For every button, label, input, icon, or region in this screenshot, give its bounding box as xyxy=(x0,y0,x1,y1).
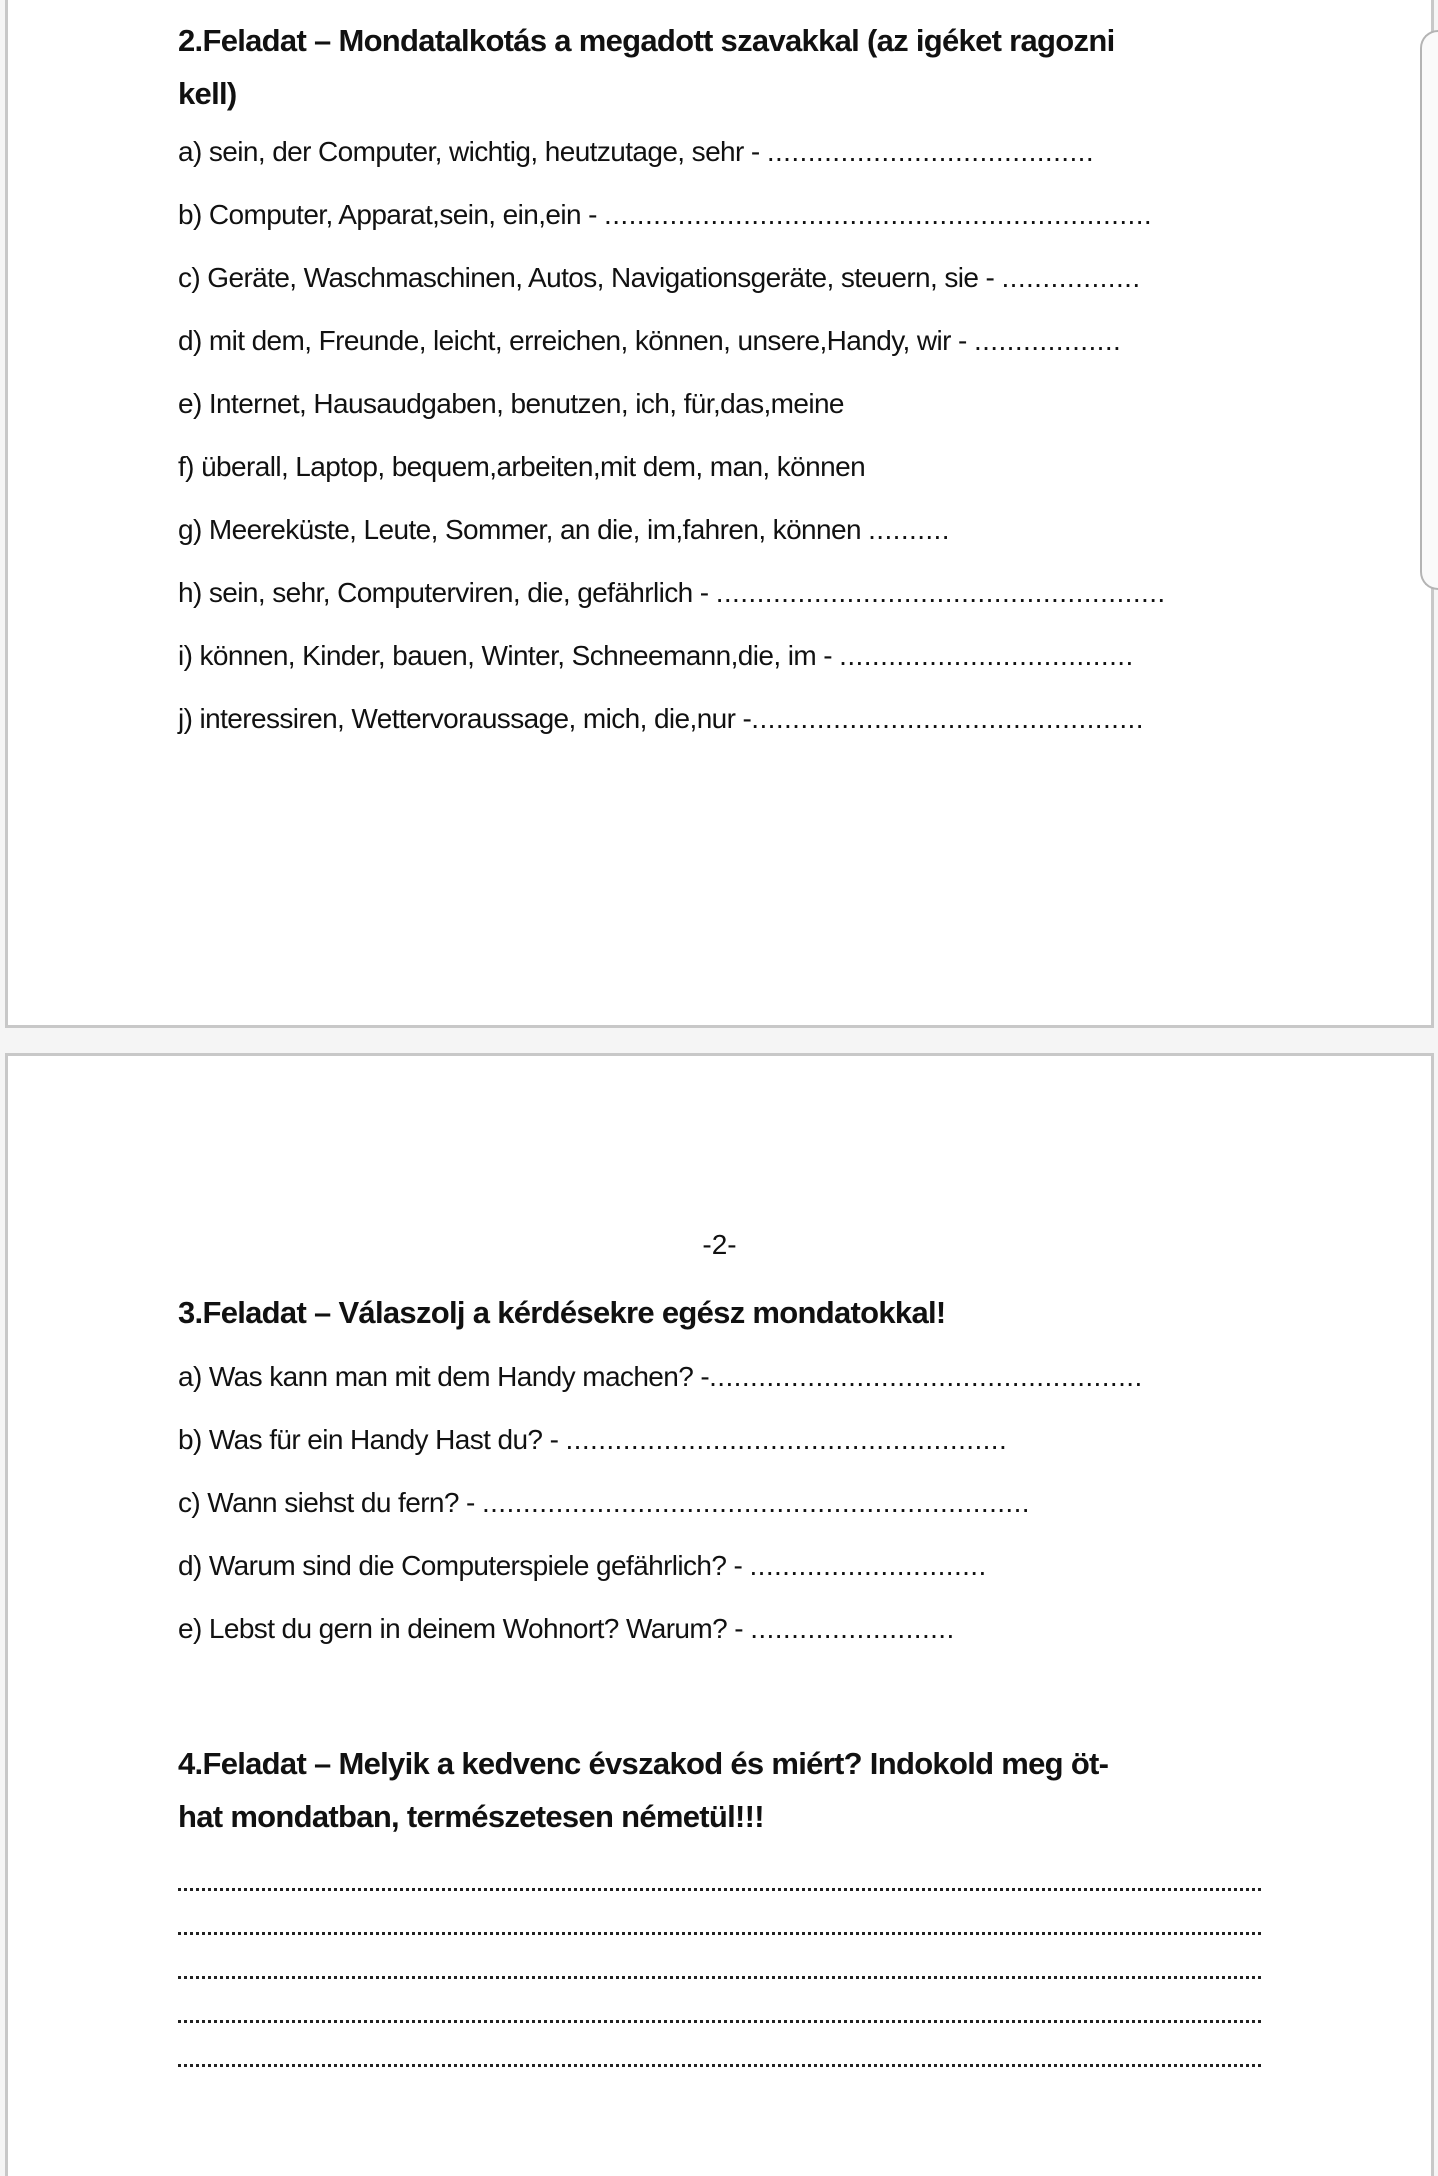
answer-blank[interactable]: ........................................ xyxy=(766,136,1094,167)
answer-line[interactable] xyxy=(178,1976,1261,1979)
scroll-handle[interactable] xyxy=(1420,30,1438,590)
document-page-2 xyxy=(5,1053,1434,2176)
task3-item-text: e) Lebst du gern in deinem Wohnort? Warum? - xyxy=(178,1613,751,1644)
task2-item xyxy=(178,324,1121,358)
task3-item xyxy=(178,1549,987,1583)
task2-item-text: d) mit dem, Freunde, leicht, erreichen, können, unsere,Handy, wir - xyxy=(178,325,974,356)
task3-item-text: d) Warum sind die Computerspiele gefährlich? - xyxy=(178,1550,750,1581)
task2-item-text: h) sein, sehr, Computerviren, die, gefährlich - xyxy=(178,577,716,608)
task2-item-text: f) überall, Laptop, bequem,arbeiten,mit dem, man, können xyxy=(178,451,866,482)
answer-blank[interactable]: ................................................................... xyxy=(481,1487,1030,1518)
task3-item xyxy=(178,1612,955,1646)
answer-blank[interactable]: ....................................................... xyxy=(715,577,1166,608)
task2-item-text: j) interessiren, Wettervoraussage, mich, die,nur - xyxy=(178,703,752,734)
answer-blank[interactable]: ................. xyxy=(1001,262,1141,293)
task3-item-text: b) Was für ein Handy Hast du? - xyxy=(178,1424,566,1455)
answer-blank[interactable]: ................................................................... xyxy=(604,199,1153,230)
answer-line[interactable] xyxy=(178,2020,1261,2023)
task2-item-text: c) Geräte, Waschmaschinen, Autos, Navigationsgeräte, steuern, sie - xyxy=(178,262,1002,293)
answer-blank[interactable]: ............................. xyxy=(749,1550,987,1581)
answer-line[interactable] xyxy=(178,2064,1261,2067)
task2-item xyxy=(178,702,1144,736)
task2-item xyxy=(178,513,950,547)
answer-blank[interactable]: ...................................................... xyxy=(565,1424,1008,1455)
task3-title: 3.Feladat – Válaszolj a kérdésekre egész mondatokkal! xyxy=(178,1295,946,1330)
answer-blank[interactable]: .................. xyxy=(973,325,1122,356)
task2-item xyxy=(178,198,1152,232)
task2-item xyxy=(178,639,1134,673)
page-number: -2- xyxy=(702,1229,737,1260)
answer-blank[interactable]: ................................................ xyxy=(751,703,1144,734)
task4-title-line1: 4.Feladat – Melyik a kedvenc évszakod és miért? Indokold meg öt- xyxy=(178,1746,1109,1781)
task3-item-text: c) Wann siehst du fern? - xyxy=(178,1487,482,1518)
task2-item xyxy=(178,135,1094,169)
task2-item xyxy=(178,261,1141,295)
task2-item-text: a) sein, der Computer, wichtig, heutzutage, sehr - xyxy=(178,136,767,167)
answer-blank[interactable]: .......... xyxy=(868,514,950,545)
task2-item xyxy=(178,450,865,484)
answer-blank[interactable]: ......................... xyxy=(750,1613,955,1644)
task2-item xyxy=(178,387,844,421)
task2-item-text: g) Meereküste, Leute, Sommer, an die, im,fahren, können xyxy=(178,514,869,545)
task3-item-text: a) Was kann man mit dem Handy machen? - xyxy=(178,1361,710,1392)
task2-title-line2: kell) xyxy=(178,76,237,111)
document-page-1 xyxy=(5,0,1434,1028)
task2-item xyxy=(178,576,1166,610)
task4-title-line2: hat mondatban, természetesen németül!!! xyxy=(178,1799,764,1834)
answer-line[interactable] xyxy=(178,1888,1261,1891)
task3-item xyxy=(178,1423,1007,1457)
answer-blank[interactable]: ..................................................... xyxy=(709,1361,1143,1392)
task2-item-text: b) Computer, Apparat,sein, ein,ein - xyxy=(178,199,605,230)
task2-item-text: i) können, Kinder, bauen, Winter, Schneemann,die, im - xyxy=(178,640,840,671)
task3-item xyxy=(178,1360,1143,1394)
task2-item-text: e) Internet, Hausaudgaben, benutzen, ich, für,das,meine xyxy=(178,388,844,419)
task3-item xyxy=(178,1486,1030,1520)
answer-line[interactable] xyxy=(178,1932,1261,1935)
answer-blank[interactable]: .................................... xyxy=(839,640,1134,671)
task2-title-line1: 2.Feladat – Mondatalkotás a megadott szavakkal (az igéket ragozni xyxy=(178,23,1115,58)
